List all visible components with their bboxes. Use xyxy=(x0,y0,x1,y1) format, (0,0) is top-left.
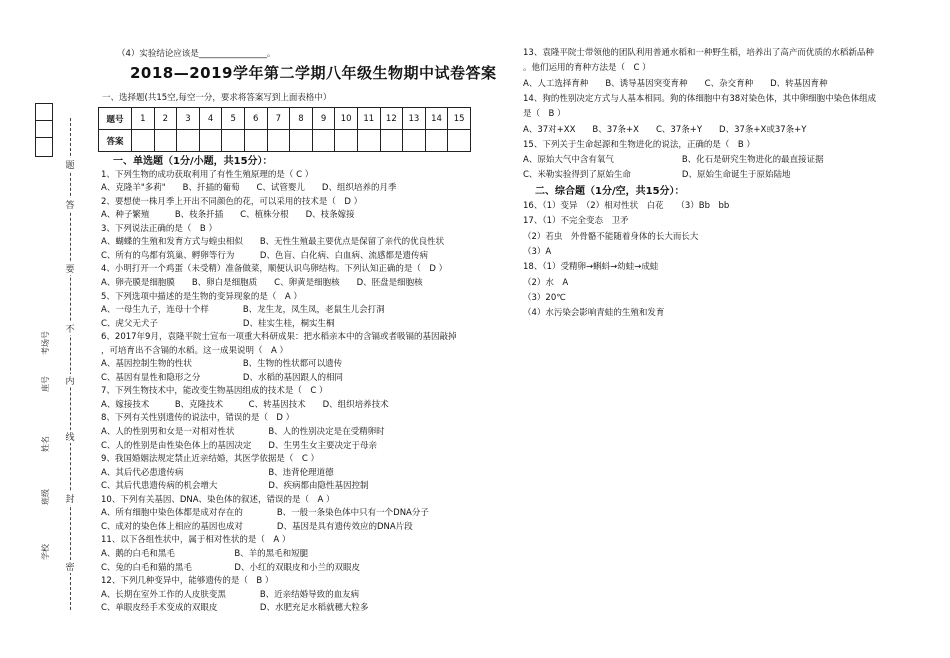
question-line: 12、下列几种变异中，能够遗传的是（ B ） xyxy=(101,576,274,587)
answer-cell[interactable] xyxy=(177,130,200,152)
question-line: 7、下列生物技术中，能改变生物基因组成的技术是（ C ） xyxy=(101,386,328,397)
question-line: 14、狗的性别决定方式与人基本相同。狗的体细胞中有38对染色体，其中卵细胞中染色体组成 xyxy=(523,93,877,104)
question-line: A、其后代必患遗传病 B、违背伦理道德 xyxy=(101,467,334,478)
answer-cell[interactable] xyxy=(199,130,222,152)
question-line: 是（ B ） xyxy=(523,109,566,120)
question-line: （3）A xyxy=(523,246,552,257)
seat-field: 座号 xyxy=(41,376,50,392)
page-title: 2018—2019学年第二学期八年级生物期中试卷答案 xyxy=(130,64,497,82)
table-cell: 1 xyxy=(132,108,155,130)
question-line: 1、下列生物的成功获取利用了有性生殖原理的是（ C ） xyxy=(101,169,314,180)
answer-cell[interactable] xyxy=(357,130,380,152)
question-line: 6、2017年9月，袁隆平院士宣布一项重大科研成果：把水稻亲本中的含镉或者吸镉的基因敲掉 xyxy=(101,332,457,343)
table-cell: 11 xyxy=(357,108,380,130)
question-line: A、37对+XX B、37条+X C、37条+Y D、37条+X或37条+Y xyxy=(523,124,807,135)
question-line: 11、以下各组性状中，属于相对性状的是（ A ） xyxy=(101,535,291,546)
table-cell: 2 xyxy=(154,108,177,130)
question-line: （2）若虫 外骨骼不能随着身体的长大而长大 xyxy=(523,231,699,242)
question-line: C、虎父无犬子 D、桂实生桂，桐实生桐 xyxy=(101,318,335,329)
question-line: 16、（1）变异 （2）相对性状 白花 （3）Bb bb xyxy=(523,201,730,211)
question-line: C、基因有显性和隐形之分 D、水稻的基因跟人的相同 xyxy=(101,372,343,383)
question-line: 13、袁隆平院士带领他的团队利用普通水稻和一种野生稻，培养出了高产而优质的水稻新品种 xyxy=(523,48,874,58)
answer-cell[interactable] xyxy=(244,130,267,152)
answer-cell[interactable] xyxy=(132,130,155,152)
question-line: A、所有细胞中染色体都是成对存在的 B、一般一条染色体中只有一个DNA分子 xyxy=(101,508,429,519)
prev-question-line: （4）实验结论应该是________________。 xyxy=(117,49,276,59)
school-field: 学校 xyxy=(41,544,50,560)
section-heading: 二、综合题（1分/空，共15分）： xyxy=(535,185,685,197)
question-line: 9、我国婚姻法规定禁止近亲结婚，其医学依据是（ C ） xyxy=(101,454,320,465)
seal-text-8: 密 xyxy=(63,560,77,573)
table-cell: 6 xyxy=(244,108,267,130)
name-field: 姓名 xyxy=(41,436,50,452)
seal-text-4: 不 xyxy=(63,322,77,335)
answer-cell[interactable] xyxy=(403,130,426,152)
table-cell: 5 xyxy=(222,108,245,130)
question-line: 8、下列有关性别遗传的说法中，错误的是（ D ） xyxy=(101,413,295,424)
answer-cell[interactable] xyxy=(312,130,335,152)
question-line: 15、下列关于生命起源和生物进化的说法，正确的是（ B ） xyxy=(523,139,755,150)
answer-cell[interactable] xyxy=(154,130,177,152)
question-line: C、米勒实验得到了原始生命 D、原始生命诞生于原始陆地 xyxy=(523,170,791,181)
question-line: A、卵壳膜是细胞膜 B、卵白是细胞质 C、卵黄是细胞核 D、胚盘是细胞核 xyxy=(101,277,423,288)
table-cell: 7 xyxy=(267,108,290,130)
seal-text-1: 题 xyxy=(63,158,77,171)
question-line: C、成对的染色体上相应的基因也成对 D、基因是具有遗传效应的DNA片段 xyxy=(101,521,413,532)
seal-text-7: 封 xyxy=(63,492,77,505)
table-cell: 14 xyxy=(425,108,448,130)
table-cell: 13 xyxy=(403,108,426,130)
binding-line xyxy=(70,118,71,610)
table-cell: 12 xyxy=(380,108,403,130)
seal-text-3: 要 xyxy=(63,262,77,275)
question-line: A、长期在室外工作的人皮肤变黑 B、近亲结婚导致的血友病 xyxy=(101,589,360,600)
question-line: A、鹅的白毛和黑毛 B、羊的黑毛和短腿 xyxy=(101,548,309,559)
exam-room-field: 考场号 xyxy=(41,331,50,355)
answer-cell[interactable] xyxy=(425,130,448,152)
question-line: 4、小明打开一个鸡蛋（未受精）准备做菜，顺便认识鸟卵结构。下列认知正确的是（ D ） xyxy=(101,264,448,275)
answer-cell[interactable] xyxy=(267,130,290,152)
question-line: A、蝴蝶的生殖和发育方式与蝗虫相似 B、无性生殖最主要优点是保留了亲代的优良性状 xyxy=(101,237,445,248)
table-cell: 3 xyxy=(177,108,200,130)
question-line: 2、要想使一株月季上开出不同颜色的花，可以采用的技术是（ D ） xyxy=(101,196,363,207)
section-intro: 一、选择题(共15空,每空一分，要求将答案写到上面表格中） xyxy=(102,93,332,103)
question-line: C、单眼皮经手术变成的双眼皮 D、水肥充足水稻就穗大粒多 xyxy=(101,603,369,614)
question-line: （3）20℃ xyxy=(523,292,566,303)
answer-cell[interactable] xyxy=(448,130,471,152)
question-line: A、种子繁殖 B、枝条扦插 C、植株分根 D、枝条嫁接 xyxy=(101,210,355,221)
seal-text-6: 线 xyxy=(63,430,77,443)
question-line: 10、下列有关基因、DNA、染色体的叙述，错误的是（ A ） xyxy=(101,494,335,505)
section-heading: 一、单选题（1分/小题，共15分）： xyxy=(113,156,273,167)
question-line: 。他们运用的育种方法是（ C ） xyxy=(523,63,651,74)
question-line: A、嫁接技术 B、克隆技术 C、转基因技术 D、组织培养技术 xyxy=(101,399,389,410)
seal-text-2: 答 xyxy=(63,198,77,211)
question-line: A、一母生九子，连母十个样 B、龙生龙，凤生凤，老鼠生儿会打洞 xyxy=(101,305,385,316)
table-cell: 10 xyxy=(335,108,358,130)
table-cell: 15 xyxy=(448,108,471,130)
question-line: A、人的性别男和女是一对相对性状 B、人的性别决定是在受精卵时 xyxy=(101,427,385,437)
table-cell: 4 xyxy=(199,108,222,130)
answer-cell[interactable] xyxy=(222,130,245,152)
table-cell: 9 xyxy=(312,108,335,130)
table-row xyxy=(99,130,471,152)
question-line: C、其后代患遗传病的机会增大 D、疾病都由隐性基因控制 xyxy=(101,481,369,492)
question-line: A、原始大气中含有氧气 B、化石是研究生物进化的最直接证据 xyxy=(523,155,824,166)
table-row xyxy=(99,108,471,130)
class-field: 班级 xyxy=(41,489,50,505)
answer-cell[interactable] xyxy=(380,130,403,152)
seat-number-box xyxy=(35,103,53,157)
question-line: 5、下列选项中描述的是生物的变异现象的是（ A ） xyxy=(101,291,302,302)
question-line: C、兔的白毛和猫的黑毛 D、小红的双眼皮和小兰的双眼皮 xyxy=(101,562,360,573)
answer-cell[interactable] xyxy=(335,130,358,152)
question-line: A、基因控制生物的性状 B、生物的性状都可以遗传 xyxy=(101,359,343,370)
answer-table xyxy=(98,107,471,152)
question-line: 18、（1）受精卵→蝌蚪→幼蛙→成蛙 xyxy=(523,262,659,273)
table-cell: 8 xyxy=(290,108,313,130)
question-line: 17、（1）不完全变态 卫矛 xyxy=(523,216,629,227)
question-line: C、所有的鸟都有筑巢、孵卵等行为 D、色盲、白化病、白血病、流感都是遗传病 xyxy=(101,250,428,261)
answer-cell[interactable] xyxy=(290,130,313,152)
question-line: A、人工选择育种 B、诱导基因突变育种 C、杂交育种 D、转基因育种 xyxy=(523,78,828,89)
table-header-number: 题号 xyxy=(99,108,132,130)
question-line: 3、下列说法正确的是（ B ） xyxy=(101,223,217,234)
question-line: A、克隆羊"多莉" B、扦插的葡萄 C、试管婴儿 D、组织培养的月季 xyxy=(101,183,397,194)
seal-text-5: 内 xyxy=(63,374,77,387)
question-line: （4）水污染会影响青蛙的生殖和发育 xyxy=(523,308,665,319)
question-line: C、人的性别是由性染色体上的基因决定 D、生男生女主要决定于母亲 xyxy=(101,440,377,451)
table-header-answer: 答案 xyxy=(99,130,132,152)
question-line: （2）水 A xyxy=(523,277,569,288)
question-line: ，可培育出不含镉的水稻。这一成果说明（ A ） xyxy=(101,345,289,356)
